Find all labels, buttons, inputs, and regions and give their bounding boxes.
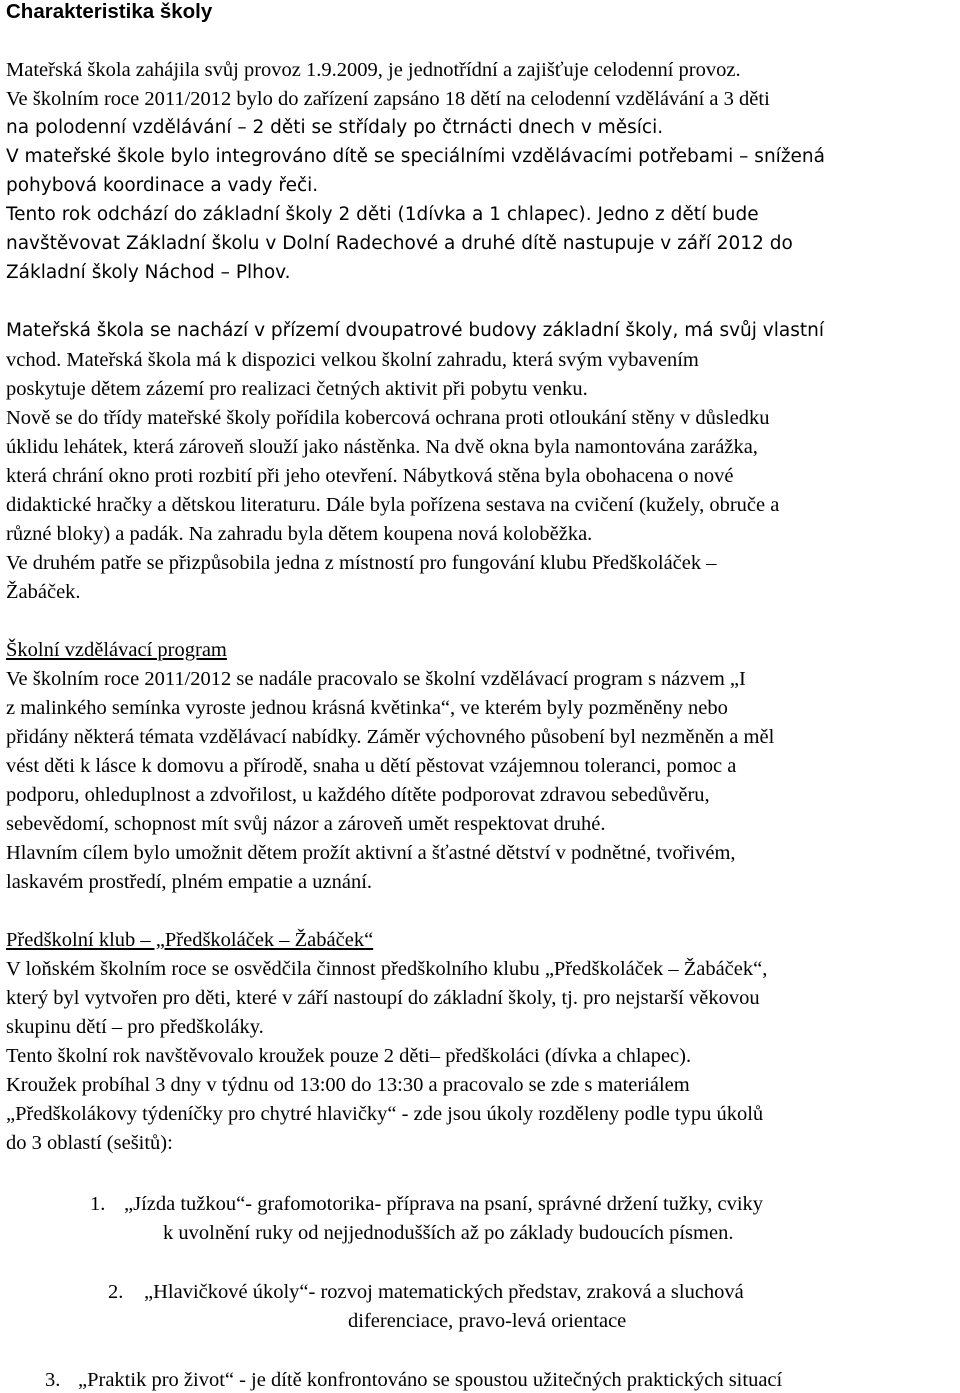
paragraph-line: Hlavním cílem bylo umožnit dětem prožít aktivní a šťastné dětství v podnětné, tvořivém, xyxy=(6,842,736,864)
paragraph-line: na polodenní vzdělávání – 2 děti se střídaly po čtrnácti dnech v měsíci. xyxy=(6,117,664,138)
list-item-text: k uvolnění ruky od nejjednodušších až po základy budoucích písmen. xyxy=(163,1222,734,1244)
paragraph-line: do 3 oblastí (sešitů): xyxy=(6,1132,173,1154)
paragraph-line: poskytuje dětem zázemí pro realizaci četných aktivit při pobytu venku. xyxy=(6,378,588,400)
paragraph-line: Žabáček. xyxy=(6,581,81,603)
list-item-text: diferenciace, pravo-levá orientace xyxy=(348,1310,627,1332)
paragraph-line: V loňském školním roce se osvědčila činnost předškolního klubu „Předškoláček – Žabáček“, xyxy=(6,958,768,980)
paragraph-line: „Předškolákovy týdeníčky pro chytré hlavičky“ - zde jsou úkoly rozděleny podle typu úkolů xyxy=(6,1103,764,1125)
paragraph-line: Nově se do třídy mateřské školy pořídila kobercová ochrana proti otloukání stěny v důsledku xyxy=(6,407,770,429)
paragraph-line: podporu, ohleduplnost a zdvořilost, u každého dítěte podporovat zdravou sebedůvěru, xyxy=(6,784,710,806)
paragraph-line: přidány některá témata vzdělávací nabídky. Záměr výchovného působení byl nezměněn a měl xyxy=(6,726,775,748)
paragraph-line: pohybová koordinace a vady řeči. xyxy=(6,175,319,196)
paragraph-line: Tento rok odchází do základní školy 2 děti (1dívka a 1 chlapec). Jedno z dětí bude xyxy=(6,204,759,225)
paragraph-line: sebevědomí, schopnost mít svůj názor a zároveň umět respektovat druhé. xyxy=(6,813,606,835)
paragraph-line: Tento školní rok navštěvovalo kroužek pouze 2 děti– předškoláci (dívka a chlapec). xyxy=(6,1045,692,1067)
paragraph-line: navštěvovat Základní školu v Dolní Radechové a druhé dítě nastupuje v září 2012 do xyxy=(6,233,793,254)
paragraph-line: který byl vytvořen pro děti, které v září nastoupí do základní školy, tj. pro nejstarší věkovou xyxy=(6,987,760,1009)
list-item-text: „Hlavičkové úkoly“- rozvoj matematických představ, zraková a sluchová xyxy=(144,1281,744,1303)
paragraph-line: laskavém prostředí, plném empatie a uznání. xyxy=(6,871,373,893)
list-item-text: „Jízda tužkou“- grafomotorika- příprava na psaní, správné držení tužky, cviky xyxy=(124,1193,764,1215)
paragraph-line: Základní školy Náchod – Plhov. xyxy=(6,262,291,283)
list-item-text: „Praktik pro život“ - je dítě konfrontováno se spoustou užitečných praktických situací xyxy=(78,1369,783,1391)
paragraph-line: skupinu dětí – pro předškoláky. xyxy=(6,1016,264,1038)
paragraph-line: Ve školním roce 2011/2012 bylo do zařízení zapsáno 18 dětí na celodenní vzdělávání a 3 děti xyxy=(6,88,770,110)
paragraph-line: úklidu lehátek, která zároveň slouží jako nástěnka. Na dvě okna byla namontována zarážka, xyxy=(6,436,758,458)
paragraph-line: vchod. Mateřská škola má k dispozici velkou školní zahradu, která svým vybavením xyxy=(6,349,699,371)
paragraph-line: různé bloky) a padák. Na zahradu byla dětem koupena nová koloběžka. xyxy=(6,523,593,545)
paragraph-line: Ve školním roce 2011/2012 se nadále pracovalo se školní vzdělávací program s názvem „I xyxy=(6,668,746,690)
paragraph-line: která chrání okno proti rozbití při jeho otevření. Nábytková stěna byla obohacena o nové xyxy=(6,465,734,487)
paragraph-line: z malinkého semínka vyroste jednou krásná květinka“, ve kterém byly pozměněny nebo xyxy=(6,697,728,719)
section-heading: Školní vzdělávací program xyxy=(6,639,227,661)
paragraph-line: V mateřské škole bylo integrováno dítě se speciálními vzdělávacími potřebami – snížená xyxy=(6,146,825,167)
section-heading: Předškolní klub – „Předškoláček – Žabáček“ xyxy=(6,929,374,951)
page-title: Charakteristika školy xyxy=(6,0,213,23)
paragraph-line: didaktické hračky a dětskou literaturu. Dále byla pořízena sestava na cvičení (kužely, obruče a xyxy=(6,494,780,516)
list-item-number: 2. xyxy=(108,1281,124,1303)
paragraph-line: Ve druhém patře se přizpůsobila jedna z místností pro fungování klubu Předškoláček – xyxy=(6,552,717,574)
paragraph-line: Mateřská škola zahájila svůj provoz 1.9.2009, je jednotřídní a zajišťuje celodenní provoz. xyxy=(6,59,741,81)
paragraph-line: vést děti k lásce k domovu a přírodě, snaha u dětí pěstovat vzájemnou toleranci, pomoc a xyxy=(6,755,737,777)
list-item-number: 1. xyxy=(90,1193,106,1215)
list-item-number: 3. xyxy=(45,1369,61,1391)
paragraph-line: Mateřská škola se nachází v přízemí dvoupatrové budovy základní školy, má svůj vlastní xyxy=(6,320,824,341)
paragraph-line: Kroužek probíhal 3 dny v týdnu od 13:00 do 13:30 a pracovalo se zde s materiálem xyxy=(6,1074,690,1096)
